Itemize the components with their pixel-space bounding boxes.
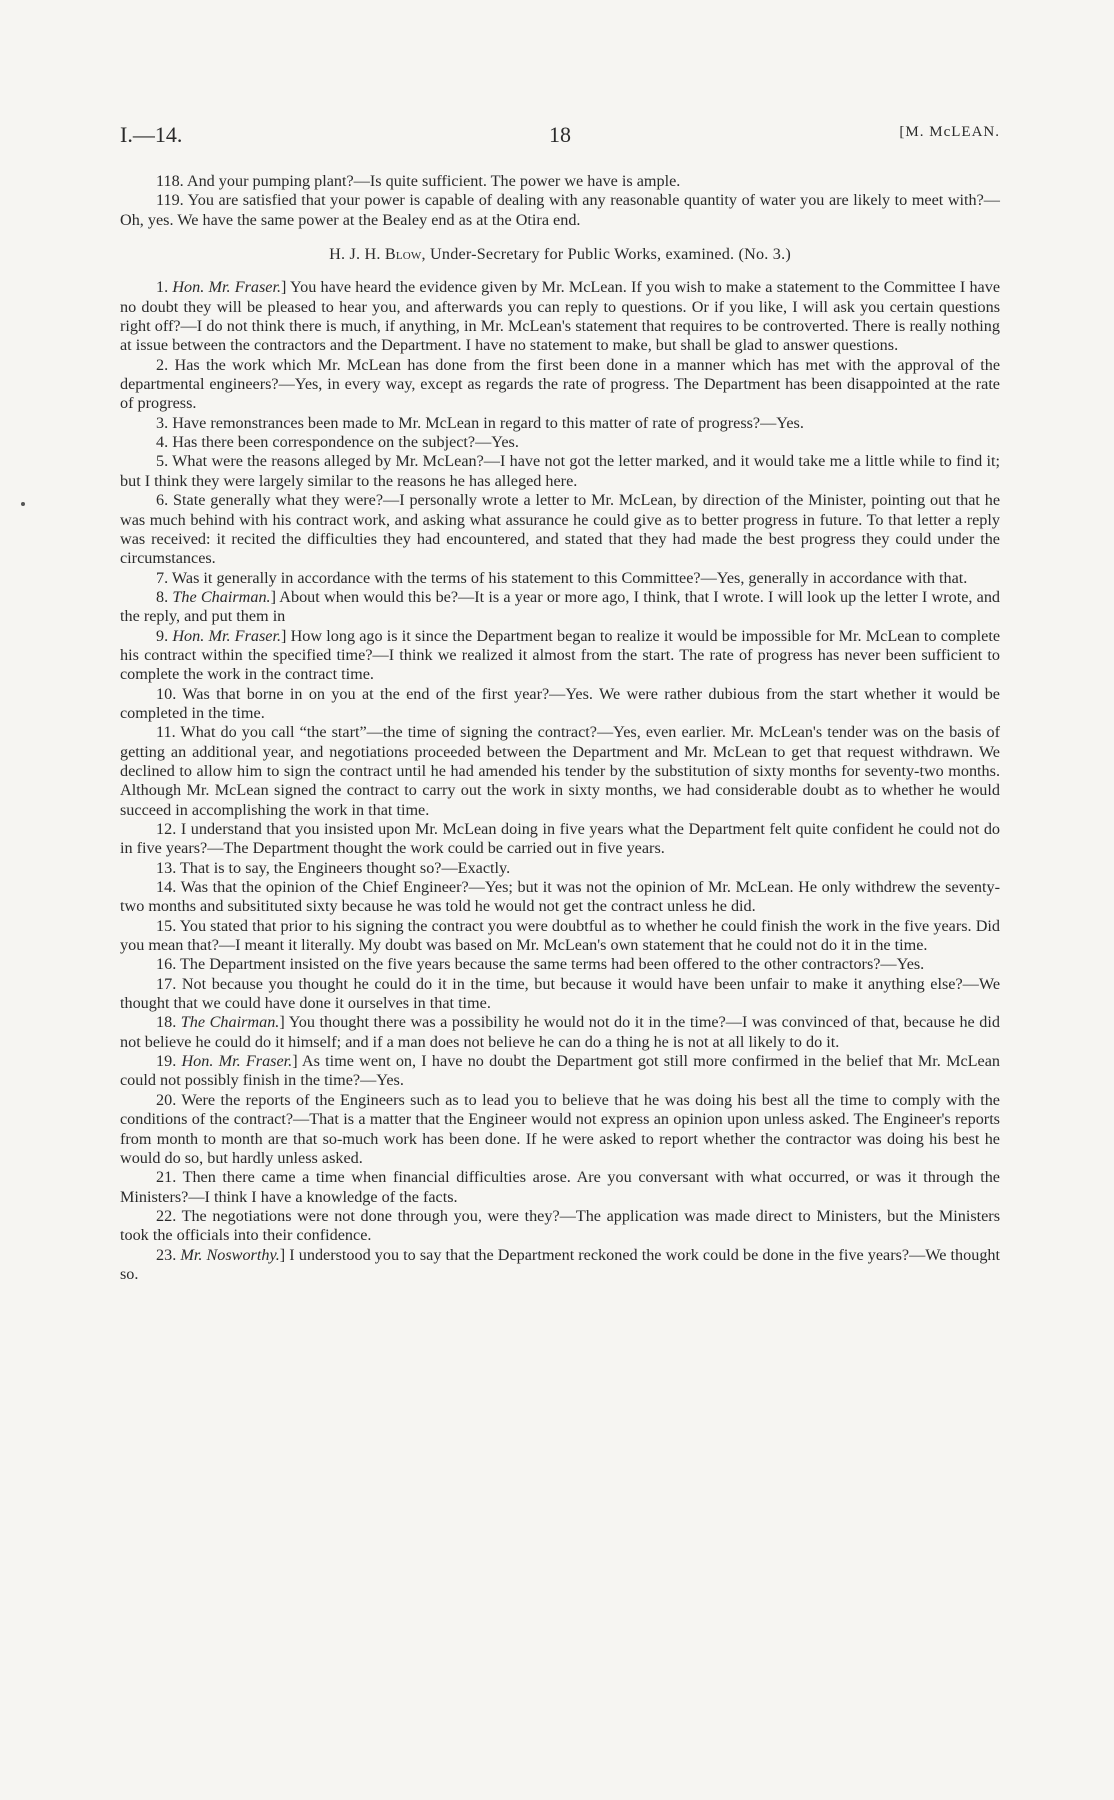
speaker-name: Hon. Mr. Fraser. — [172, 626, 282, 645]
paragraph-text: Was that borne in on you at the end of the first year?—Yes. We were rather dubious from the start whether it would be completed in the time. — [120, 684, 1000, 722]
paragraph-118: 118. And your pumping plant?—Is quite sufficient. The power we have is ample. — [156, 172, 681, 190]
witness-name: Blow — [384, 245, 422, 264]
paragraph-number: 10. — [156, 684, 177, 703]
paragraph-text: I understand that you insisted upon Mr. McLean doing in five years what the Department felt quite confident he could not do in five years?—The Department thought the work could be carried out in five years. — [120, 820, 1001, 858]
paragraph-text: The negotiations were not done through you, were they?—The application was made direct to Ministers, but the Ministers took the officials into their confidence. — [120, 1206, 1001, 1245]
paragraph-number: 9. — [156, 626, 169, 645]
paragraph-8 — [120, 588, 1000, 627]
paragraph-number: 16. — [156, 955, 177, 974]
paragraph-12 — [120, 820, 1000, 859]
paragraph-23 — [120, 1246, 1000, 1285]
paragraph-6 — [120, 491, 1000, 568]
paragraph-number: 17. — [156, 974, 177, 993]
paragraph-119: 119. You are satisfied that your power is capable of dealing with any reasonable quantity of water you are likely to meet with?—Oh, yes. We have the same power at the Bealey end as at the Otira end. — [120, 191, 1000, 229]
paragraph-number: 14. — [156, 878, 177, 897]
section-heading — [120, 245, 1000, 264]
paragraph-18 — [120, 1013, 1000, 1052]
question-answer-list — [120, 278, 1000, 1284]
running-head: [M. McLEAN. — [899, 124, 1000, 140]
paragraph-text: ] About when would this be?—It is a year or more ago, I think, that I wrote. I will look up the letter I wrote, and the reply, and put them in — [120, 587, 1001, 626]
page-body — [120, 172, 1000, 1284]
paragraph-text: Were the reports of the Engineers such as to lead you to believe that he was doing his best all the time to comply with the conditions of the contract?—That is a matter that the Engineer would not express an opinion upon unless asked. The Engineer's reports from month to month are that so-much work has been done. If he were asked to report whether the contractor was doing his best he would do so, but hardly unless asked. — [120, 1090, 1000, 1167]
paragraph-number: 3. — [156, 413, 169, 432]
paragraph-number: 13. — [156, 858, 177, 877]
speaker-name: Hon. Mr. Fraser. — [181, 1052, 293, 1071]
paragraph-number: 7. — [156, 568, 169, 587]
paragraph-2 — [120, 356, 1000, 414]
paragraph-10 — [120, 685, 1000, 724]
paragraph-16 — [120, 955, 1000, 974]
paragraph-9 — [120, 627, 1000, 685]
paragraph-number: 21. — [156, 1168, 177, 1187]
paragraph-number: 4. — [156, 433, 169, 452]
paragraph-number: 18. — [156, 1013, 177, 1032]
paragraph-text: What were the reasons alleged by Mr. McLean?—I have not got the letter marked, and it would take me a little while to find it; but I think they were largely similar to the reasons he has alleged here. — [120, 452, 1000, 490]
paragraph-number: 1. — [156, 278, 169, 297]
paragraph-1 — [120, 278, 1000, 355]
paragraph-text: Not because you thought he could do it in the time, but because it would have been unfair to make it anything else?—We thought that we could have done it ourselves in that time. — [120, 974, 1001, 1013]
paragraph-text: Was that the opinion of the Chief Engineer?—Yes; but it was not the opinion of Mr. McLean. He only withdrew the seventy-two months and subsitituted sixty because he was told he would not get the contract unless he did. — [120, 878, 1000, 916]
speaker-name: Mr. Nosworthy. — [180, 1245, 280, 1264]
paragraph-text: Have remonstrances been made to Mr. McLean in regard to this matter of rate of progress?—Yes. — [172, 413, 804, 432]
paragraph-4 — [120, 433, 1000, 452]
paragraph-20 — [120, 1091, 1000, 1168]
heading-initials: H. J. H. — [329, 245, 381, 264]
paragraph-number: 20. — [156, 1090, 177, 1109]
paragraph-number: 23. — [156, 1245, 177, 1264]
paragraph-number: 19. — [156, 1052, 177, 1071]
paragraph-13 — [120, 859, 1000, 878]
paragraph-text: Was it generally in accordance with the terms of his statement to this Committee?—Yes, generally in accordance with that. — [171, 568, 968, 587]
paragraph-21 — [120, 1168, 1000, 1207]
paragraph-text: You stated that prior to his signing the contract you were doubtful as to whether he could finish the work in the five years. Did you mean that?—I meant it literally. My doubt was based on Mr. McLean's own statement that he could not do it in the time. — [120, 916, 1000, 955]
margin-speck — [21, 502, 25, 506]
paragraph-number: 15. — [156, 916, 177, 935]
paragraph-number: 2. — [156, 355, 169, 374]
speaker-name: Hon. Mr. Fraser. — [172, 278, 282, 297]
paragraph-5 — [120, 452, 1000, 491]
page-number: 18 — [549, 122, 571, 147]
paragraph-text: State generally what they were?—I personally wrote a letter to Mr. McLean, by direction of the Minister, pointing out that he was much behind with his contract work, and asking what assurance he could give as to better progress in future. To that letter a reply was received: it recited the difficulties they had encountered, and stated that they had made the best progress they could under the circumstances. — [120, 491, 1001, 568]
paragraph-text: That is to say, the Engineers thought so?—Exactly. — [180, 858, 511, 877]
document-reference: I.—14. — [120, 122, 183, 147]
paragraph-7 — [120, 569, 1000, 588]
heading-description: , Under-Secretary for Public Works, examined. (No. 3.) — [421, 245, 791, 264]
paragraph-14 — [120, 878, 1000, 917]
paragraph-11 — [120, 723, 1000, 820]
paragraph-17 — [120, 975, 1000, 1014]
paragraph-number: 8. — [156, 587, 169, 606]
paragraph-text: ] I understood you to say that the Department reckoned the work could be done in the five years?—We thought so. — [120, 1245, 1001, 1283]
paragraph-number: 5. — [156, 452, 169, 471]
paragraph-text: Has there been correspondence on the subject?—Yes. — [172, 433, 519, 452]
paragraph-text: Has the work which Mr. McLean has done from the first been done in a manner which has met with the approval of the departmental engineers?—Yes, in every way, except as regards the rate of progress. The Department has been disappointed at the rate of progress. — [120, 355, 1001, 413]
paragraph-text: What do you call “the start”—the time of signing the contract?—Yes, even earlier. Mr. McLean's tender was on the basis of getting an additional year, and negotiations proceeded between the Department and Mr. McLean to get that request withdrawn. We declined to allow him to sign the contract until he had amended his tender by the substitution of sixty months for seventy-two months. Although Mr. McLean signed the contract to carry out the work in sixty months, we had considerable doubt as to whether he would succeed in accomplishing the work in that time. — [120, 723, 1000, 819]
speaker-name: The Chairman. — [172, 587, 271, 606]
paragraph-number: 6. — [156, 491, 169, 510]
paragraph-number: 22. — [156, 1206, 177, 1225]
paragraph-15 — [120, 917, 1000, 956]
paragraph-text: ] You thought there was a possibility he would not do it in the time?—I was convinced of that, because he did not believe he could do it himself; and if a man does not believe he can do a thing he is not at all likely to do it. — [120, 1013, 1000, 1051]
paragraph-text: Then there came a time when financial difficulties arose. Are you conversant with what occurred, or was it through the Ministers?—I think I have a knowledge of the facts. — [120, 1168, 1000, 1206]
paragraph-text: The Department insisted on the five years because the same terms had been offered to the other contractors?—Yes. — [180, 955, 925, 974]
paragraph-text: ] You have heard the evidence given by Mr. McLean. If you wish to make a statement to the Committee I have no doubt they will be pleased to hear you, and afterwards you can reply to questions. Or if you like, I will ask you certain questions right off?—I do not think there is much, if anything, in Mr. McLean's statement that requires to be controverted. There is really nothing at issue between the contractors and the Department. I have no statement to make, but shall be glad to answer questions. — [120, 278, 1001, 355]
speaker-name: The Chairman. — [180, 1013, 280, 1032]
paragraph-3 — [120, 414, 1000, 433]
paragraph-text: ] How long ago is it since the Department began to realize it would be impossible for Mr. McLean to complete his contract within the specified time?—I think we realized it almost from the start. The rate of progress has never been sufficient to complete the work in the contract time. — [120, 626, 1001, 684]
paragraph-number: 11. — [156, 723, 176, 742]
paragraph-19 — [120, 1052, 1000, 1091]
paragraph-number: 12. — [156, 820, 177, 838]
paragraph-22 — [120, 1207, 1000, 1246]
page-header — [120, 122, 1000, 152]
paragraph-text: ] As time went on, I have no doubt the Department got still more confirmed in the belief that Mr. McLean could not possibly finish in the time?—Yes. — [120, 1052, 1001, 1090]
